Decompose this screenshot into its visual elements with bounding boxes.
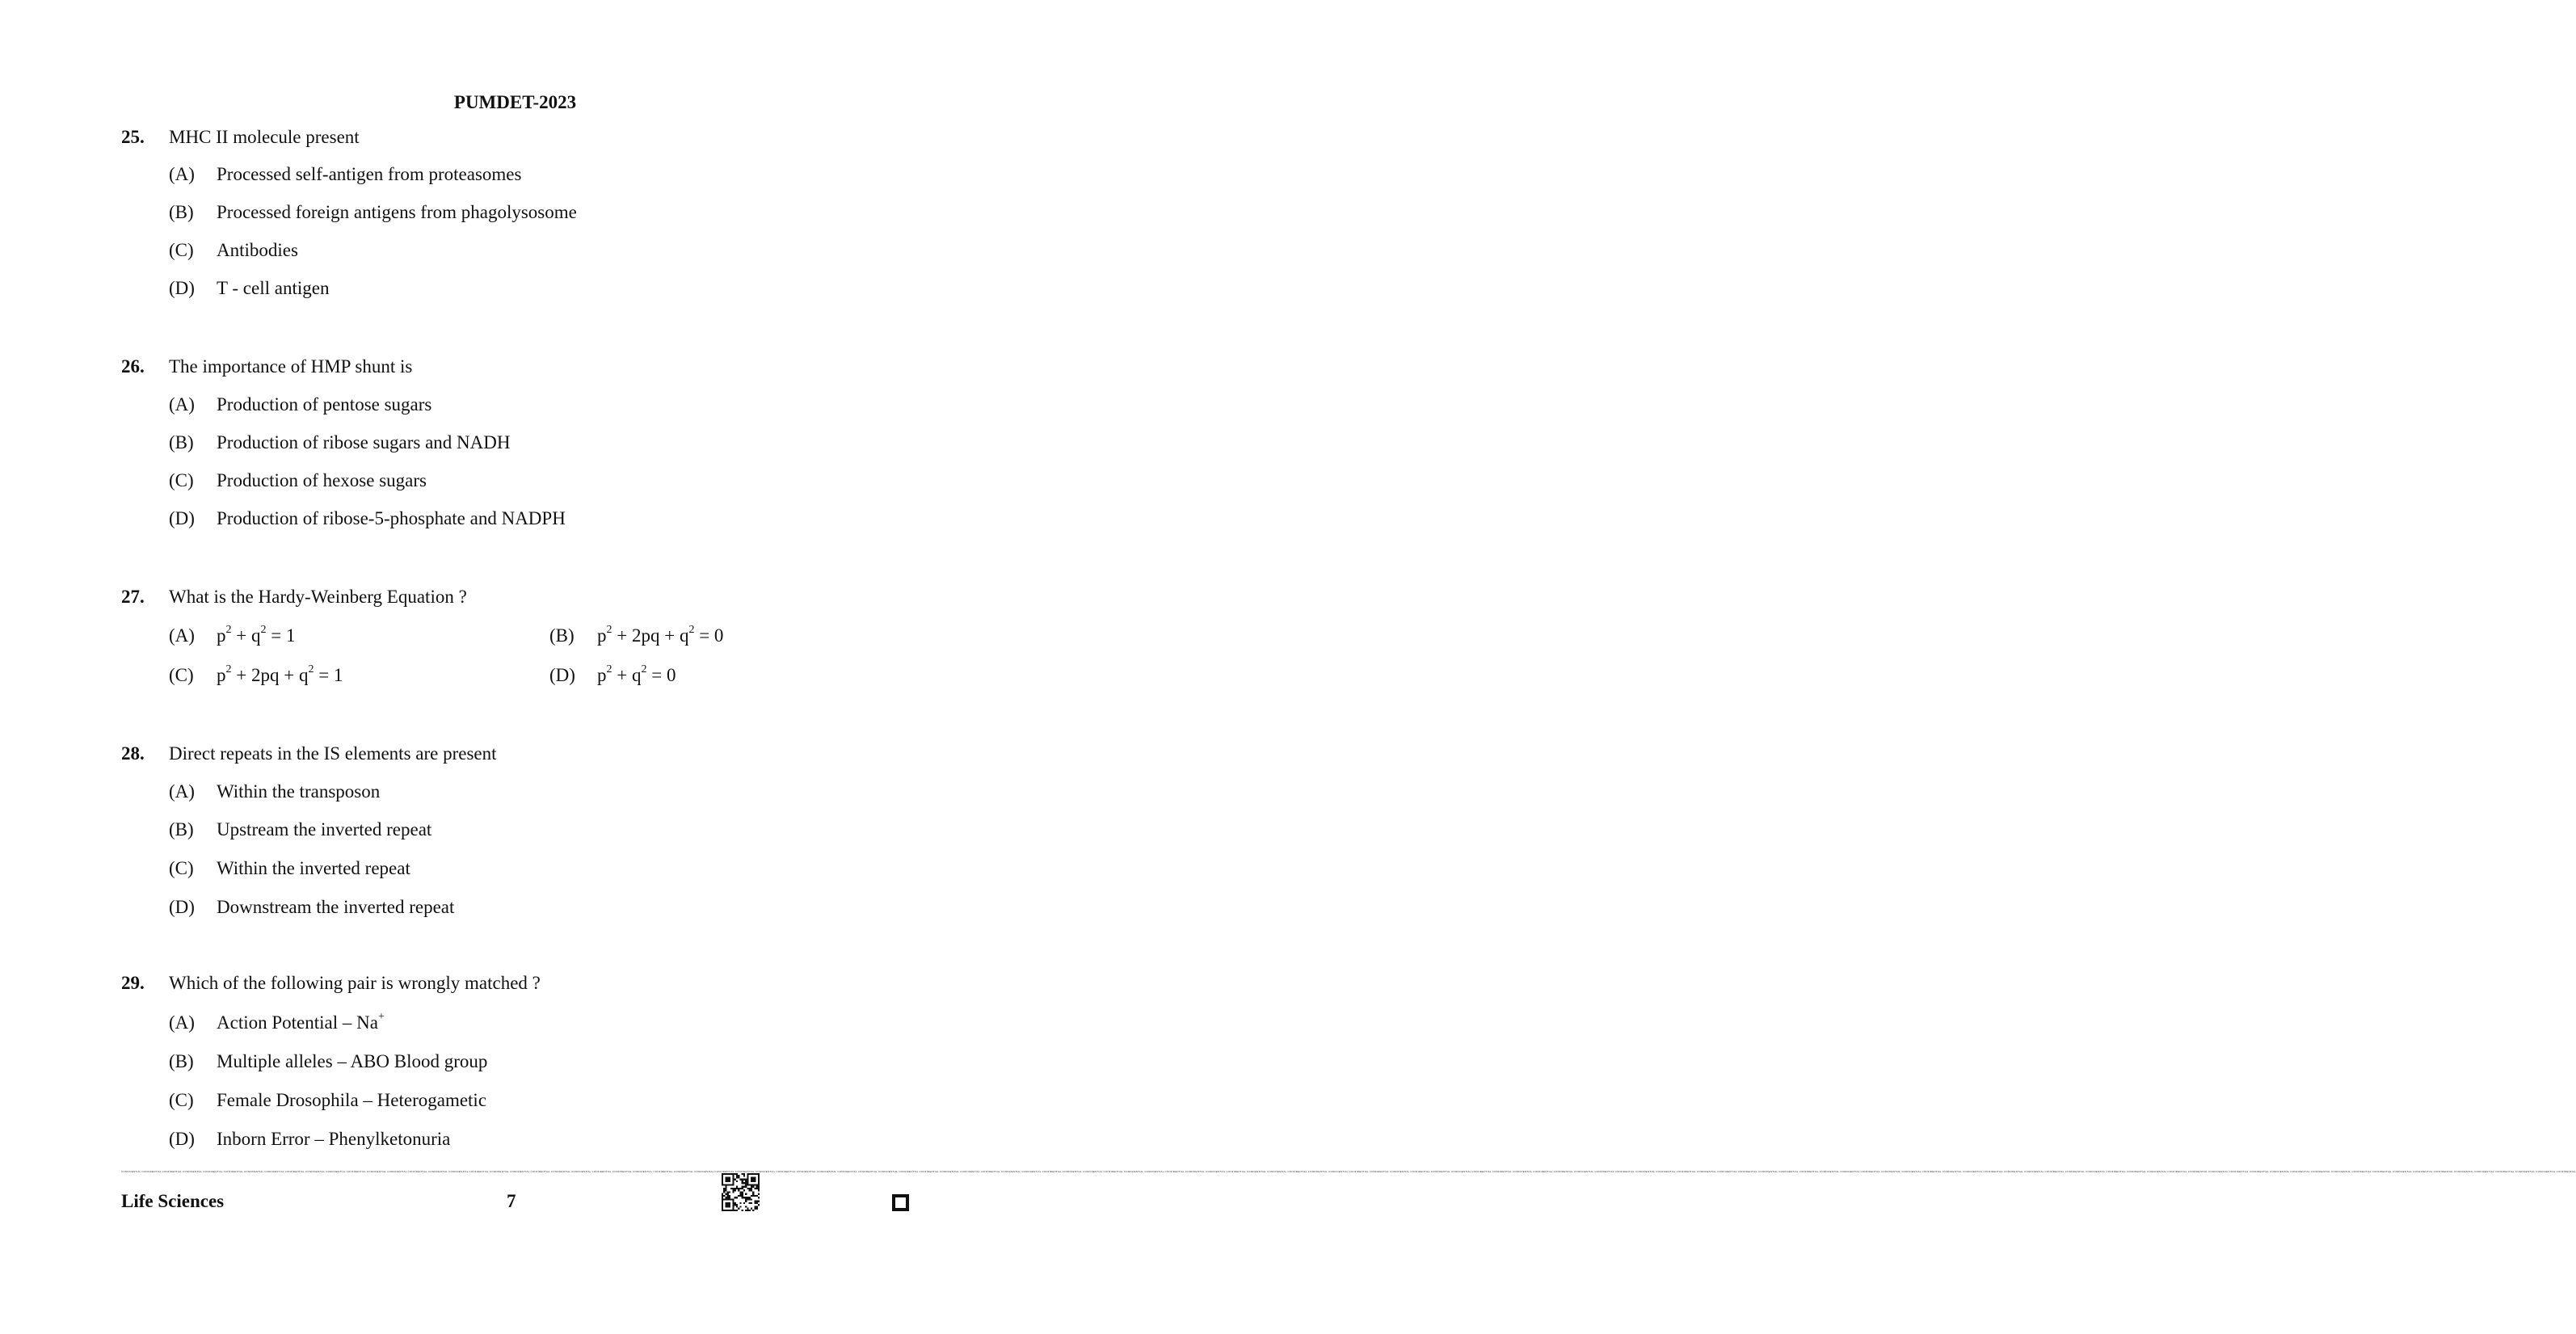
option-a	[169, 394, 431, 415]
option-label: (B)	[169, 202, 194, 222]
option-label: (B)	[549, 625, 575, 646]
option-d	[169, 508, 566, 529]
option-a	[169, 625, 295, 646]
question-text: The importance of HMP shunt is	[169, 356, 413, 377]
option-text: Female Drosophila – Heterogametic	[217, 1090, 487, 1110]
option-text: Multiple alleles – ABO Blood group	[217, 1051, 488, 1071]
option-text: Action Potential – Na+	[217, 1011, 385, 1033]
corner-marker-icon	[892, 1194, 909, 1211]
option-label: (D)	[169, 897, 195, 917]
option-b	[169, 432, 510, 453]
page-title: PUMDET-2023	[453, 92, 577, 112]
option-text: Production of ribose-5-phosphate and NADPH	[217, 508, 566, 528]
question-text: Which of the following pair is wrongly matched ?	[169, 973, 541, 993]
option-b	[169, 819, 431, 840]
option-text: Upstream the inverted repeat	[217, 819, 432, 840]
option-label: (A)	[169, 781, 195, 802]
question-text: Direct repeats in the IS elements are present	[169, 743, 497, 764]
question-text: What is the Hardy-Weinberg Equation ?	[169, 587, 467, 607]
question-number: 26.	[121, 356, 145, 377]
option-label: (C)	[169, 240, 194, 260]
option-text: Downstream the inverted repeat	[217, 897, 455, 917]
option-text: Production of pentose sugars	[217, 394, 432, 415]
option-label: (B)	[169, 819, 194, 840]
option-text: Processed self-antigen from proteasomes	[217, 164, 522, 184]
option-text: Inborn Error – Phenylketonuria	[217, 1129, 451, 1149]
option-c	[169, 1090, 486, 1111]
option-label: (D)	[549, 665, 575, 685]
option-c	[169, 665, 343, 686]
confidential-strip: CONFIDENTIAL CONFIDENTIAL CONFIDENTIAL CONFIDENTIAL CONFIDENTIAL CONFIDENTIAL CONFIDENTIAL CONFIDENTIAL CONFIDENTIAL CONFIDENTIAL CONFIDENTIAL CONFIDENTIAL CONFIDENTIAL CONFIDENTIAL CONFIDENTIAL CONFIDENTIAL CONFIDENTIAL CONFIDENTIAL CONFIDENTIAL CONFIDENTIAL CONFIDENTIAL CONFIDENTIAL CONFIDENTIAL CONFIDENTIAL CONFIDENTIAL CONFIDENTIAL CONFIDENTIAL CONFIDENTIAL CONFIDENTIAL CONFIDENTIAL CONFIDENTIAL CONFIDENTIAL CONFIDENTIAL CONFIDENTIAL CONFIDENTIAL CONFIDENTIAL CONFIDENTIAL CONFIDENTIAL CONFIDENTIAL CONFIDENTIAL CONFIDENTIAL CONFIDENTIAL CONFIDENTIAL CONFIDENTIAL CONFIDENTIAL CONFIDENTIAL CONFIDENTIAL CONFIDENTIAL CONFIDENTIAL CONFIDENTIAL CONFIDENTIAL CONFIDENTIAL CONFIDENTIAL CONFIDENTIAL CONFIDENTIAL CONFIDENTIAL CONFIDENTIAL CONFIDENTIAL CONFIDENTIAL CONFIDENTIAL CONFIDENTIAL CONFIDENTIAL CONFIDENTIAL CONFIDENTIAL CONFIDENTIAL CONFIDENTIAL CONFIDENTIAL CONFIDENTIAL CONFIDENTIAL CONFIDENTIAL CONFIDENTIAL CONFIDENTIAL CONFIDENTIAL CONFIDENTIAL CONFIDENTIAL CONFIDENTIAL CONFIDENTIAL CONFIDENTIAL CONFIDENTIAL CONFIDENTIAL CONFIDENTIAL CONFIDENTIAL CONFIDENTIAL CONFIDENTIAL CONFIDENTIAL CONFIDENTIAL CONFIDENTIAL CONFIDENTIAL CONFIDENTIAL CONFIDENTIAL CONFIDENTIAL CONFIDENTIAL CONFIDENTIAL CONFIDENTIAL CONFIDENTIAL CONFIDENTIAL CONFIDENTIAL CONFIDENTIAL CONFIDENTIAL CONFIDENTIAL CONFIDENTIAL CONFIDENTIAL CONFIDENTIAL CONFIDENTIAL CONFIDENTIAL CONFIDENTIAL CONFIDENTIAL CONFIDENTIAL CONFIDENTIAL CONFIDENTIAL CONFIDENTIAL CONFIDENTIAL CONFIDENTIAL CONFIDENTIAL CONFIDENTIAL CONFIDENTIAL CONFIDENTIAL CONFIDENTIAL CONFIDENTIAL CONFIDENTIAL	[121, 1170, 2576, 1173]
option-label: (C)	[169, 1090, 194, 1110]
option-label: (B)	[169, 432, 194, 452]
qr-code-icon	[722, 1173, 760, 1211]
option-equation: $p^2 + 2pq + q^2 = 1$	[217, 663, 343, 685]
option-label: (A)	[169, 394, 195, 415]
option-a	[169, 164, 521, 185]
option-label: (A)	[169, 625, 195, 646]
option-label: (C)	[169, 470, 194, 490]
option-text: Processed foreign antigens from phagolysosome	[217, 202, 577, 222]
option-text: Antibodies	[217, 240, 298, 260]
option-text: Production of hexose sugars	[217, 470, 427, 490]
question-number: 27.	[121, 587, 145, 607]
option-a	[169, 781, 380, 802]
question-text: MHC II molecule present	[169, 127, 360, 147]
option-b	[549, 625, 723, 646]
option-text: Production of ribose sugars and NADH	[217, 432, 511, 452]
option-label: (D)	[169, 1129, 195, 1149]
option-c	[169, 470, 427, 491]
option-c	[169, 858, 410, 879]
option-a	[169, 1012, 385, 1033]
option-d	[169, 278, 329, 299]
option-label: (A)	[169, 164, 195, 184]
option-label: (C)	[169, 665, 194, 685]
question-number: 25.	[121, 127, 145, 147]
subject-label: Life Sciences	[121, 1191, 225, 1211]
option-text: Within the inverted repeat	[217, 858, 410, 878]
option-d	[169, 897, 454, 918]
option-d	[549, 665, 676, 686]
question-number: 29.	[121, 973, 145, 993]
option-label: (D)	[169, 508, 195, 528]
page-number: 7	[507, 1191, 516, 1211]
option-d	[169, 1129, 450, 1150]
option-label: (A)	[169, 1012, 195, 1033]
option-c	[169, 240, 298, 261]
option-b	[169, 202, 577, 223]
question-number: 28.	[121, 743, 145, 764]
option-label: (B)	[169, 1051, 194, 1071]
option-equation: $p^2 + 2pq + q^2 = 0$	[597, 624, 724, 646]
option-text: Within the transposon	[217, 781, 381, 802]
option-equation: $p^2 + q^2 = 1$	[217, 624, 296, 646]
option-equation: $p^2 + q^2 = 0$	[597, 663, 676, 685]
option-label: (C)	[169, 858, 194, 878]
option-b	[169, 1051, 487, 1072]
option-text: T - cell antigen	[217, 278, 330, 298]
option-label: (D)	[169, 278, 195, 298]
